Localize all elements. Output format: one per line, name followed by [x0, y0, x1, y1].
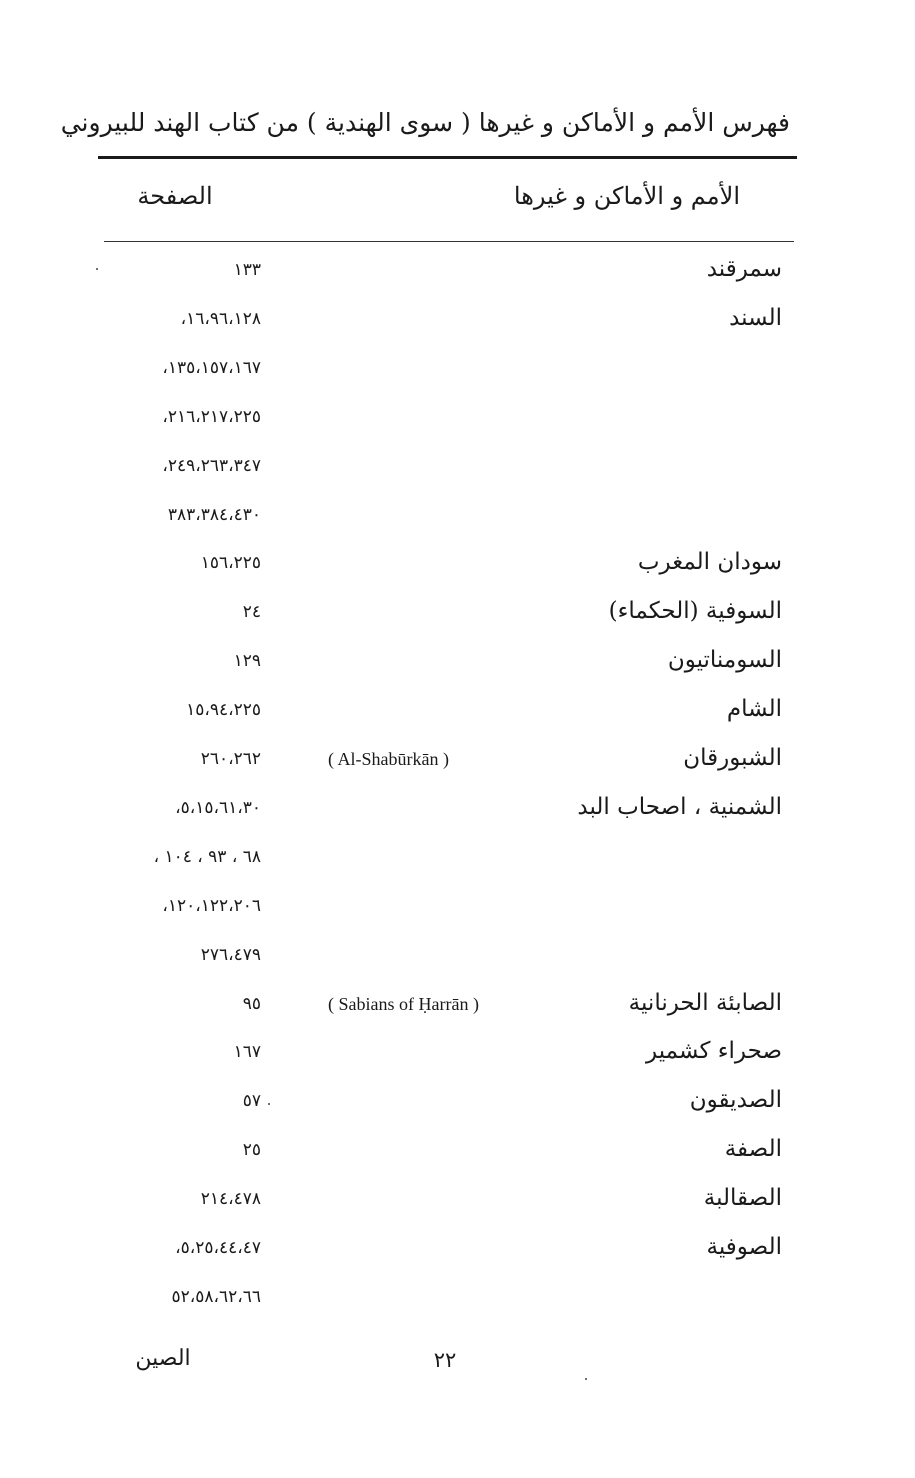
entry-page-references: ١٢٠،١٢٢،٢٠٦،: [162, 895, 261, 916]
catchword: الصين: [135, 1346, 191, 1371]
index-row: [0, 843, 915, 883]
index-row: [0, 256, 915, 296]
entry-page-references: ٢٤٩،٢٦٣،٣٤٧،: [162, 455, 261, 476]
column-heading-names: الأمم و الأماكن و غيرها: [513, 182, 740, 210]
print-speck: [96, 268, 98, 270]
entry-page-references: ١٣٣: [233, 260, 261, 280]
entry-page-references: ١٦٧: [233, 1042, 261, 1063]
entry-name: الصابئة الحرنانية: [628, 989, 782, 1016]
entry-name: الصفة: [724, 1136, 782, 1163]
entry-latin-name: ( Al-Shabūrkān ): [328, 749, 449, 769]
index-row: [0, 452, 915, 492]
index-row: [0, 305, 915, 345]
index-row: [0, 598, 915, 638]
entry-page-references: ٦٨ ، ٩٣ ، ١٠٤ ،: [153, 846, 261, 867]
page-number: ٢٢: [433, 1348, 457, 1372]
index-row: [0, 990, 915, 1030]
entry-page-references: ٢٦٠،٢٦٢: [200, 749, 261, 769]
entry-page-references: ٢١٦،٢١٧،٢٢٥،: [162, 406, 261, 427]
entry-name: الشام: [726, 696, 782, 723]
entry-page-references: ٢١٤،٤٧٨: [200, 1189, 261, 1210]
entry-name: سودان المغرب: [637, 549, 782, 576]
entry-page-references: ١٦،٩٦،١٢٨،: [180, 308, 261, 329]
index-row: [0, 1136, 915, 1176]
entry-name: الصديقون: [689, 1087, 782, 1114]
entry-name: سمرقند: [706, 256, 782, 282]
entry-page-references: ٣٨٣،٣٨٤،٤٣٠: [167, 504, 261, 525]
index-row: [0, 501, 915, 541]
entry-name: صحراء كشمير: [646, 1038, 782, 1065]
column-heading-pages: الصفحة: [137, 182, 213, 210]
entry-page-references: ٢٥: [242, 1140, 261, 1161]
entry-page-references: ١٢٩: [233, 651, 261, 672]
entry-latin-name: ( Sabians of Ḥarrān ): [328, 993, 479, 1014]
entry-page-references: ٥،٢٥،٤٤،٤٧،: [175, 1238, 261, 1258]
entry-page-references: ١٥٦،٢٢٥: [200, 553, 261, 574]
index-row: [0, 1038, 915, 1078]
entry-name: السوفية (الحكماء): [608, 598, 782, 625]
index-row: [0, 794, 915, 834]
entry-name: الشبورقان: [683, 745, 782, 771]
index-row: [0, 403, 915, 443]
index-row: [0, 941, 915, 981]
index-row: [0, 647, 915, 687]
index-row: [0, 696, 915, 736]
entry-page-references: ١٣٥،١٥٧،١٦٧،: [162, 357, 261, 378]
column-rule: [104, 241, 794, 242]
index-row: [0, 354, 915, 394]
entry-name: السند: [729, 304, 782, 331]
index-row: [0, 1185, 915, 1225]
print-speck: [585, 1378, 587, 1380]
index-row: [0, 1087, 915, 1127]
entry-page-references: ٥٧: [242, 1091, 261, 1112]
print-speck: [268, 1103, 270, 1105]
entry-page-references: ٢٧٦،٤٧٩: [200, 944, 261, 965]
entry-page-references: ٥٢،٥٨،٦٢،٦٦: [171, 1286, 261, 1307]
index-row: [0, 549, 915, 589]
entry-name: الشمنية ، اصحاب البد: [577, 793, 782, 820]
entry-name: الصقالبة: [703, 1185, 782, 1212]
entry-page-references: ٩٥: [242, 993, 261, 1014]
index-row: [0, 745, 915, 785]
entry-page-references: ١٥،٩٤،٢٢٥: [186, 700, 261, 721]
index-row: [0, 1283, 915, 1323]
index-row: [0, 1234, 915, 1274]
header-rule: [98, 156, 797, 159]
index-row: [0, 892, 915, 932]
entry-page-references: ٥،١٥،٦١،٣٠،: [175, 797, 261, 818]
page-header-title: فهرس الأمم و الأماكن و غيرها ( سوى الهندية ) من كتاب الهند للبيروني: [60, 108, 790, 137]
entry-name: الصوفية: [706, 1234, 782, 1260]
entry-page-references: ٢٤: [242, 602, 261, 623]
entry-name: السومناتيون: [667, 647, 782, 674]
